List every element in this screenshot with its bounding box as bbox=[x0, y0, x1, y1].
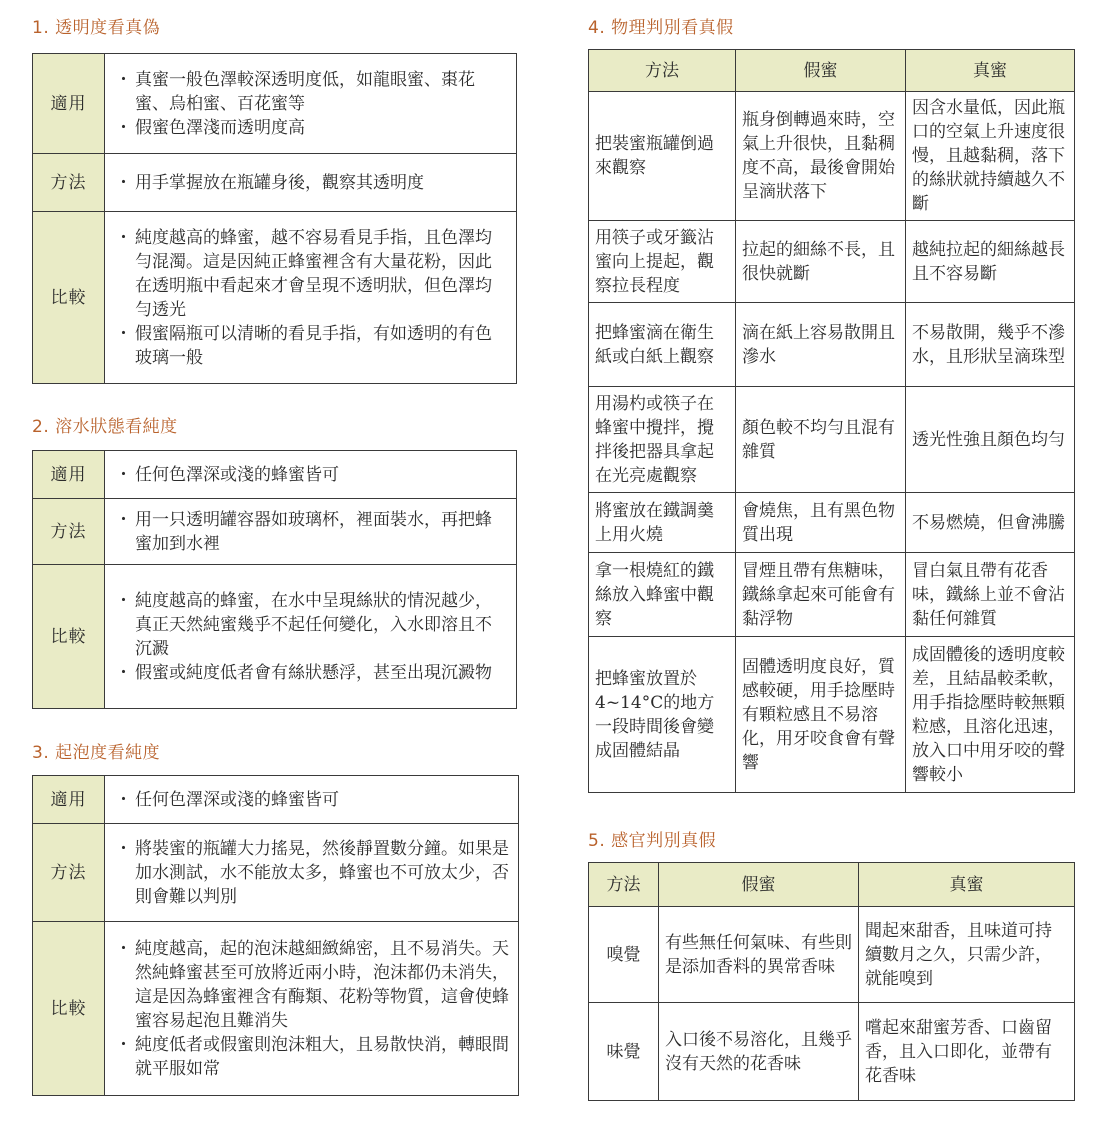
table-row bbox=[589, 553, 1075, 637]
list-item: ・ 純度低者或假蜜則泡沫粗大，且易散快消，轉眼間就平服如常 bbox=[119, 1033, 510, 1081]
cell-method: 把裝蜜瓶罐倒過來觀察 bbox=[589, 92, 736, 221]
table-row bbox=[589, 1003, 1075, 1101]
cell-fake: 瓶身倒轉過來時，空氣上升很快，且黏稠度不高，最後會開始呈滴狀落下 bbox=[736, 92, 906, 221]
row-label: 比較 bbox=[33, 565, 105, 709]
list-item: ・ 用一只透明罐容器如玻璃杯，裡面裝水，再把蜂蜜加到水裡 bbox=[119, 508, 508, 556]
table-row bbox=[33, 451, 517, 499]
header-method: 方法 bbox=[589, 863, 659, 907]
list-item: ・ 純度越高，起的泡沫越細緻綿密，且不易消失。天然純蜂蜜甚至可放將近兩小時，泡沫都仍未消失，這是因為蜂蜜裡含有酶類、花粉等物質，這會使蜂蜜容易起泡且難消失 bbox=[119, 937, 510, 1033]
row-label: 方法 bbox=[33, 154, 105, 212]
list-item: ・ 純度越高的蜂蜜，在水中呈現絲狀的情況越少，真正天然純蜜幾乎不起任何變化，入水即溶且不沉澱 bbox=[119, 589, 508, 661]
cell-real: 不易散開，幾乎不滲水，且形狀呈滴珠型 bbox=[906, 303, 1075, 387]
row-content bbox=[105, 824, 519, 922]
row-label: 適用 bbox=[33, 451, 105, 499]
list-item: ・ 任何色澤深或淺的蜂蜜皆可 bbox=[119, 463, 508, 487]
cell-real: 不易燃燒，但會沸騰 bbox=[906, 493, 1075, 553]
row-content bbox=[105, 565, 517, 709]
table-row bbox=[33, 776, 519, 824]
table-row bbox=[33, 499, 517, 565]
row-label: 方法 bbox=[33, 824, 105, 922]
table-header-row bbox=[589, 50, 1075, 92]
list-item: ・ 將裝蜜的瓶罐大力搖晃，然後靜置數分鐘。如果是加水測試，水不能放太多，蜂蜜也不可放太少，否則會難以判別 bbox=[119, 837, 510, 909]
list-item: ・ 假蜜或純度低者會有絲狀懸浮，甚至出現沉澱物 bbox=[119, 661, 508, 685]
cell-real: 因含水量低，因此瓶口的空氣上升速度很慢，且越黏稠，落下的絲狀就持續越久不斷 bbox=[906, 92, 1075, 221]
cell-real: 冒白氣且帶有花香味，鐵絲上並不會沾黏任何雜質 bbox=[906, 553, 1075, 637]
section-1-title: 1. 透明度看真偽 bbox=[32, 18, 161, 38]
cell-fake: 會燒焦，且有黑色物質出現 bbox=[736, 493, 906, 553]
sensory-test-table bbox=[588, 862, 1075, 1101]
table-row bbox=[589, 221, 1075, 303]
row-label: 方法 bbox=[33, 499, 105, 565]
row-label: 比較 bbox=[33, 922, 105, 1096]
table-row bbox=[589, 92, 1075, 221]
foam-table bbox=[32, 775, 519, 1096]
cell-fake: 冒煙且帶有焦糖味，鐵絲拿起來可能會有黏浮物 bbox=[736, 553, 906, 637]
row-content bbox=[105, 154, 517, 212]
table-row bbox=[33, 54, 517, 154]
cell-real: 成固體後的透明度較差，且結晶較柔軟，用手指捻壓時較無顆粒感，且溶化迅速，放入口中用牙咬的聲響較小 bbox=[906, 637, 1075, 793]
row-content bbox=[105, 451, 517, 499]
header-fake: 假蜜 bbox=[736, 50, 906, 92]
table-row bbox=[33, 212, 517, 384]
section-4-title: 4. 物理判別看真假 bbox=[588, 18, 734, 38]
cell-real: 聞起來甜香，且味道可持續數月之久，只需少許，就能嗅到 bbox=[859, 907, 1075, 1003]
list-item: ・ 任何色澤深或淺的蜂蜜皆可 bbox=[119, 788, 510, 812]
header-real: 真蜜 bbox=[859, 863, 1075, 907]
cell-method: 用筷子或牙籤沾蜜向上提起，觀察拉長程度 bbox=[589, 221, 736, 303]
cell-method: 把蜂蜜滴在衛生紙或白紙上觀察 bbox=[589, 303, 736, 387]
row-content bbox=[105, 212, 517, 384]
table-row bbox=[589, 637, 1075, 793]
section-3-title: 3. 起泡度看純度 bbox=[32, 743, 161, 763]
list-item: ・ 純度越高的蜂蜜，越不容易看見手指，且色澤均勻混濁。這是因純正蜂蜜裡含有大量花粉，因此在透明瓶中看起來才會呈現不透明狀，但色澤均勻透光 bbox=[119, 226, 508, 322]
list-item: ・ 用手掌握放在瓶罐身後，觀察其透明度 bbox=[119, 171, 508, 195]
cell-fake: 入口後不易溶化，且幾乎沒有天然的花香味 bbox=[659, 1003, 859, 1101]
table-row bbox=[589, 493, 1075, 553]
cell-method: 用湯杓或筷子在蜂蜜中攪拌，攪拌後把器具拿起在光亮處觀察 bbox=[589, 387, 736, 493]
cell-fake: 有些無任何氣味、有些則是添加香料的異常香味 bbox=[659, 907, 859, 1003]
row-label: 比較 bbox=[33, 212, 105, 384]
cell-method: 將蜜放在鐵調羹上用火燒 bbox=[589, 493, 736, 553]
cell-real: 越純拉起的細絲越長且不容易斷 bbox=[906, 221, 1075, 303]
table-row bbox=[589, 907, 1075, 1003]
header-fake: 假蜜 bbox=[659, 863, 859, 907]
cell-fake: 滴在紙上容易散開且滲水 bbox=[736, 303, 906, 387]
table-row bbox=[33, 565, 517, 709]
cell-fake: 顏色較不均勻且混有雜質 bbox=[736, 387, 906, 493]
table-header-row bbox=[589, 863, 1075, 907]
cell-real: 透光性強且顏色均勻 bbox=[906, 387, 1075, 493]
list-item: ・ 真蜜一般色澤較深透明度低，如龍眼蜜、棗花蜜、烏桕蜜、百花蜜等 bbox=[119, 68, 508, 116]
physical-test-table bbox=[588, 49, 1075, 793]
table-row bbox=[589, 303, 1075, 387]
cell-method: 拿一根燒紅的鐵絲放入蜂蜜中觀察 bbox=[589, 553, 736, 637]
cell-fake: 拉起的細絲不長，且很快就斷 bbox=[736, 221, 906, 303]
dissolve-table bbox=[32, 450, 517, 709]
transparency-table bbox=[32, 53, 517, 384]
list-item: ・ 假蜜隔瓶可以清晰的看見手指，有如透明的有色玻璃一般 bbox=[119, 322, 508, 370]
section-5-title: 5. 感官判別真假 bbox=[588, 831, 717, 851]
table-row bbox=[33, 922, 519, 1096]
cell-method: 嗅覺 bbox=[589, 907, 659, 1003]
row-content bbox=[105, 776, 519, 824]
cell-real: 嚐起來甜蜜芳香、口齒留香，且入口即化，並帶有花香味 bbox=[859, 1003, 1075, 1101]
cell-method: 味覺 bbox=[589, 1003, 659, 1101]
row-content bbox=[105, 922, 519, 1096]
cell-fake: 固體透明度良好，質感較硬，用手捻壓時有顆粒感且不易溶化，用牙咬食會有聲響 bbox=[736, 637, 906, 793]
table-row bbox=[33, 154, 517, 212]
table-row bbox=[33, 824, 519, 922]
row-content bbox=[105, 54, 517, 154]
cell-method: 把蜂蜜放置於4~14°C的地方一段時間後會變成固體結晶 bbox=[589, 637, 736, 793]
row-content bbox=[105, 499, 517, 565]
row-label: 適用 bbox=[33, 776, 105, 824]
list-item: ・ 假蜜色澤淺而透明度高 bbox=[119, 116, 508, 140]
section-2-title: 2. 溶水狀態看純度 bbox=[32, 417, 178, 437]
table-row bbox=[589, 387, 1075, 493]
header-real: 真蜜 bbox=[906, 50, 1075, 92]
row-label: 適用 bbox=[33, 54, 105, 154]
header-method: 方法 bbox=[589, 50, 736, 92]
